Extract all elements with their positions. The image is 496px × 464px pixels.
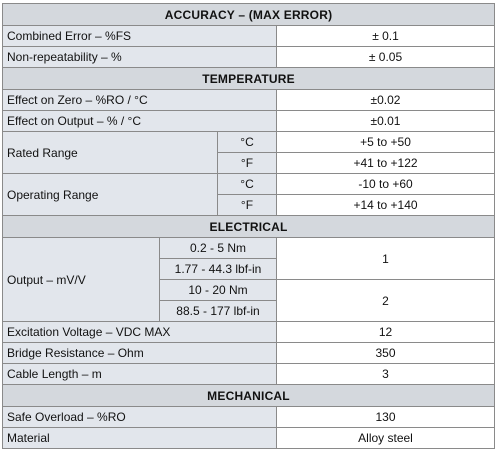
output-range1-nm: 0.2 - 5 Nm <box>160 238 277 259</box>
value-output-1: 1 <box>277 238 495 280</box>
label-safe-overload: Safe Overload – %RO <box>3 407 277 428</box>
output-range1-lbf: 1.77 - 44.3 lbf-in <box>160 259 277 280</box>
value-effect-output: ±0.01 <box>277 111 495 132</box>
label-combined-error: Combined Error – %FS <box>3 26 277 47</box>
value-combined-error: ± 0.1 <box>277 26 495 47</box>
value-safe-overload: 130 <box>277 407 495 428</box>
section-mechanical <box>3 385 495 407</box>
label-excitation: Excitation Voltage – VDC MAX <box>3 322 277 343</box>
section-electrical <box>3 216 495 238</box>
row-material <box>3 428 495 449</box>
output-range2-nm: 10 - 20 Nm <box>160 280 277 301</box>
output-range2-lbf: 88.5 - 177 lbf-in <box>160 301 277 322</box>
unit-operating-c: °C <box>218 174 277 195</box>
value-cable-length: 3 <box>277 364 495 385</box>
value-bridge-resistance: 350 <box>277 343 495 364</box>
value-excitation: 12 <box>277 322 495 343</box>
section-title-electrical: ELECTRICAL <box>3 216 495 238</box>
specification-table <box>2 3 495 449</box>
value-rated-c: +5 to +50 <box>277 132 495 153</box>
row-combined-error <box>3 26 495 47</box>
label-material: Material <box>3 428 277 449</box>
value-effect-zero: ±0.02 <box>277 90 495 111</box>
label-cable-length: Cable Length – m <box>3 364 277 385</box>
label-non-repeatability: Non-repeatability – % <box>3 47 277 68</box>
row-safe-overload <box>3 407 495 428</box>
unit-rated-f: °F <box>218 153 277 174</box>
row-operating-range-c <box>3 174 495 195</box>
label-effect-zero: Effect on Zero – %RO / °C <box>3 90 277 111</box>
unit-rated-c: °C <box>218 132 277 153</box>
value-non-repeatability: ± 0.05 <box>277 47 495 68</box>
label-output: Output – mV/V <box>3 238 160 322</box>
row-effect-output <box>3 111 495 132</box>
row-excitation <box>3 322 495 343</box>
label-bridge-resistance: Bridge Resistance – Ohm <box>3 343 277 364</box>
section-title-mechanical: MECHANICAL <box>3 385 495 407</box>
row-effect-zero <box>3 90 495 111</box>
section-title-temperature: TEMPERATURE <box>3 68 495 90</box>
unit-operating-f: °F <box>218 195 277 216</box>
row-cable-length <box>3 364 495 385</box>
value-output-2: 2 <box>277 280 495 322</box>
value-rated-f: +41 to +122 <box>277 153 495 174</box>
label-effect-output: Effect on Output – % / °C <box>3 111 277 132</box>
row-output-1a <box>3 238 495 259</box>
row-rated-range-c <box>3 132 495 153</box>
section-temperature <box>3 68 495 90</box>
row-non-repeatability <box>3 47 495 68</box>
section-accuracy <box>3 4 495 26</box>
row-bridge-resistance <box>3 343 495 364</box>
section-title-accuracy: ACCURACY – (MAX ERROR) <box>3 4 495 26</box>
label-operating-range: Operating Range <box>3 174 218 216</box>
value-operating-f: +14 to +140 <box>277 195 495 216</box>
value-material: Alloy steel <box>277 428 495 449</box>
value-operating-c: -10 to +60 <box>277 174 495 195</box>
label-rated-range: Rated Range <box>3 132 218 174</box>
